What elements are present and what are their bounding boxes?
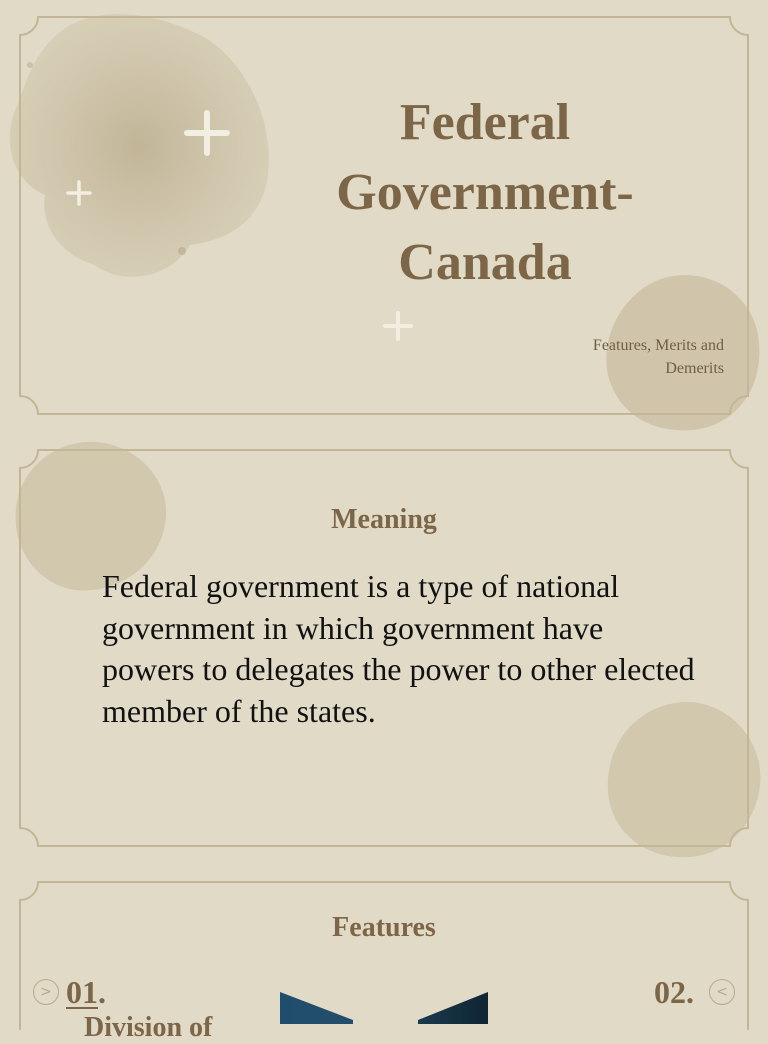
- feature-number-digits: 01: [66, 974, 98, 1010]
- title-line: Government-: [336, 164, 634, 221]
- meaning-text: Federal government is a type of national government in which government have powers to delegates the power to other elected member of the states.: [102, 568, 695, 729]
- section-heading: Meaning: [331, 504, 437, 535]
- section-heading: Features: [332, 912, 436, 943]
- title-line: Canada: [398, 234, 572, 291]
- chevron-graphic: [278, 990, 490, 1024]
- chevron-left-icon[interactable]: <: [709, 979, 735, 1005]
- slide-subtitle: Features, Merits and Demerits: [592, 337, 724, 377]
- feature-text: Division of: [84, 1012, 213, 1043]
- chevron-right-icon[interactable]: >: [33, 979, 59, 1005]
- feature-number: [66, 974, 106, 1011]
- title-line: Federal: [399, 94, 571, 151]
- feature-number-dot: .: [98, 974, 106, 1010]
- feature-number: 02.: [654, 974, 694, 1010]
